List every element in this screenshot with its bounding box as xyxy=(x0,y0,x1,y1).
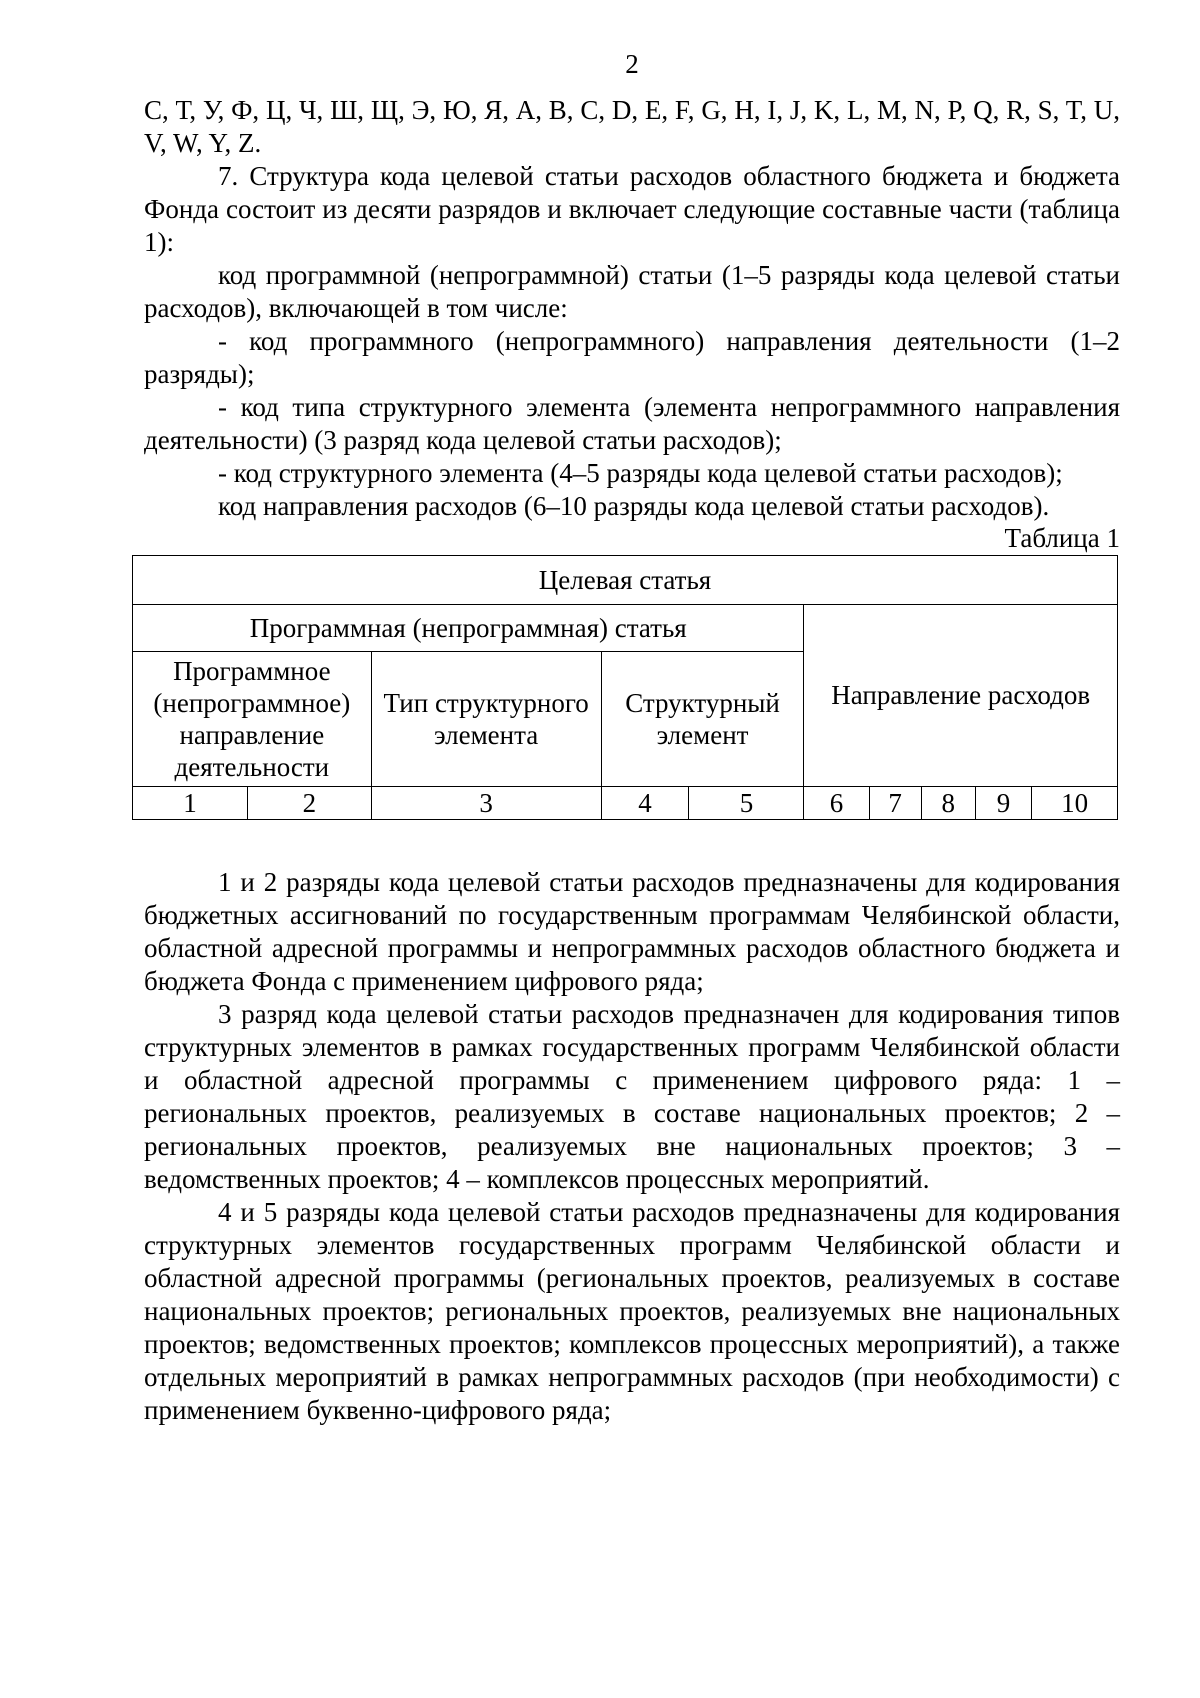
page-number: 2 xyxy=(625,49,639,79)
document-page xyxy=(144,48,1120,1427)
paragraphs-top xyxy=(144,94,1120,523)
paragraphs-bottom xyxy=(144,866,1120,1427)
structural-element-type-cell: Тип структурного элемента xyxy=(371,652,601,787)
digit-cell: 7 xyxy=(869,787,921,820)
paragraph: код программной (непрограммной) статьи (1–5 разряды кода целевой статьи расходов), включающей в том числе: xyxy=(144,260,1120,323)
structural-element-cell: Структурный элемент xyxy=(601,652,804,787)
expense-direction-cell: Направление расходов xyxy=(804,605,1118,787)
digit-cell: 4 xyxy=(601,787,689,820)
paragraph: С, Т, У, Ф, Ц, Ч, Ш, Щ, Э, Ю, Я, A, B, C, D, E, F, G, H, I, J, K, L, M, N, P, Q, R, S, T, U, V, W, Y, Z. xyxy=(144,95,1120,158)
paragraph: - код программного (непрограммного) направления деятельности (1–2 разряды); xyxy=(144,326,1120,389)
paragraph: - код структурного элемента (4–5 разряды кода целевой статьи расходов); xyxy=(218,458,1063,488)
paragraph: 1 и 2 разряды кода целевой статьи расходов предназначены для кодирования бюджетных ассигнований по государственным программам Челябинской области, областной адресной программы и непрограммных расходов областного бюджета и бюджета Фонда с применением цифрового ряда; xyxy=(144,867,1120,996)
paragraph: - код типа структурного элемента (элемента непрограммного направления деятельности) (3 разряд кода целевой статьи расходов); xyxy=(144,392,1120,455)
paragraph: код направления расходов (6–10 разряды кода целевой статьи расходов). xyxy=(218,491,1050,521)
paragraph: 3 разряд кода целевой статьи расходов предназначен для кодирования типов структурных элементов в рамках государственных программ Челябинской области и областной адресной программы с применением цифрового ряда: 1 – региональных проектов, реализуемых в составе национальных проектов; 2 – региональных проектов, реализуемых вне национальных проектов; 3 – ведомственных проектов; 4 – комплексов процессных мероприятий. xyxy=(144,999,1120,1194)
program-article-cell: Программная (непрограммная) статья xyxy=(133,605,804,652)
digit-cell: 6 xyxy=(804,787,869,820)
paragraph: 4 и 5 разряды кода целевой статьи расходов предназначены для кодирования структурных элементов государственных программ Челябинской области и областной адресной программы (региональных проектов, реализуемых в составе национальных проектов; региональных проектов, реализуемых вне национальных проектов; ведомственных проектов; комплексов процессных мероприятий), а также отдельных мероприятий в рамках непрограммных расходов (при необходимости) с применением буквенно-цифрового ряда; xyxy=(144,1197,1120,1425)
target-article-code-table xyxy=(132,555,1118,820)
paragraph: 7. Структура кода целевой статьи расходов областного бюджета и бюджета Фонда состоит из десяти разрядов и включает следующие составные части (таблица 1): xyxy=(144,161,1120,257)
table-title-cell: Целевая статья xyxy=(133,556,1118,605)
digit-cell: 3 xyxy=(371,787,601,820)
digit-cell: 10 xyxy=(1032,787,1118,820)
digit-cell: 8 xyxy=(921,787,975,820)
program-direction-cell: Программное (непрограммное) направление деятельности xyxy=(133,652,372,787)
digit-cell: 1 xyxy=(133,787,248,820)
table-caption: Таблица 1 xyxy=(1004,523,1120,553)
digit-cell: 5 xyxy=(689,787,804,820)
digit-cell: 9 xyxy=(975,787,1031,820)
digit-cell: 2 xyxy=(247,787,371,820)
